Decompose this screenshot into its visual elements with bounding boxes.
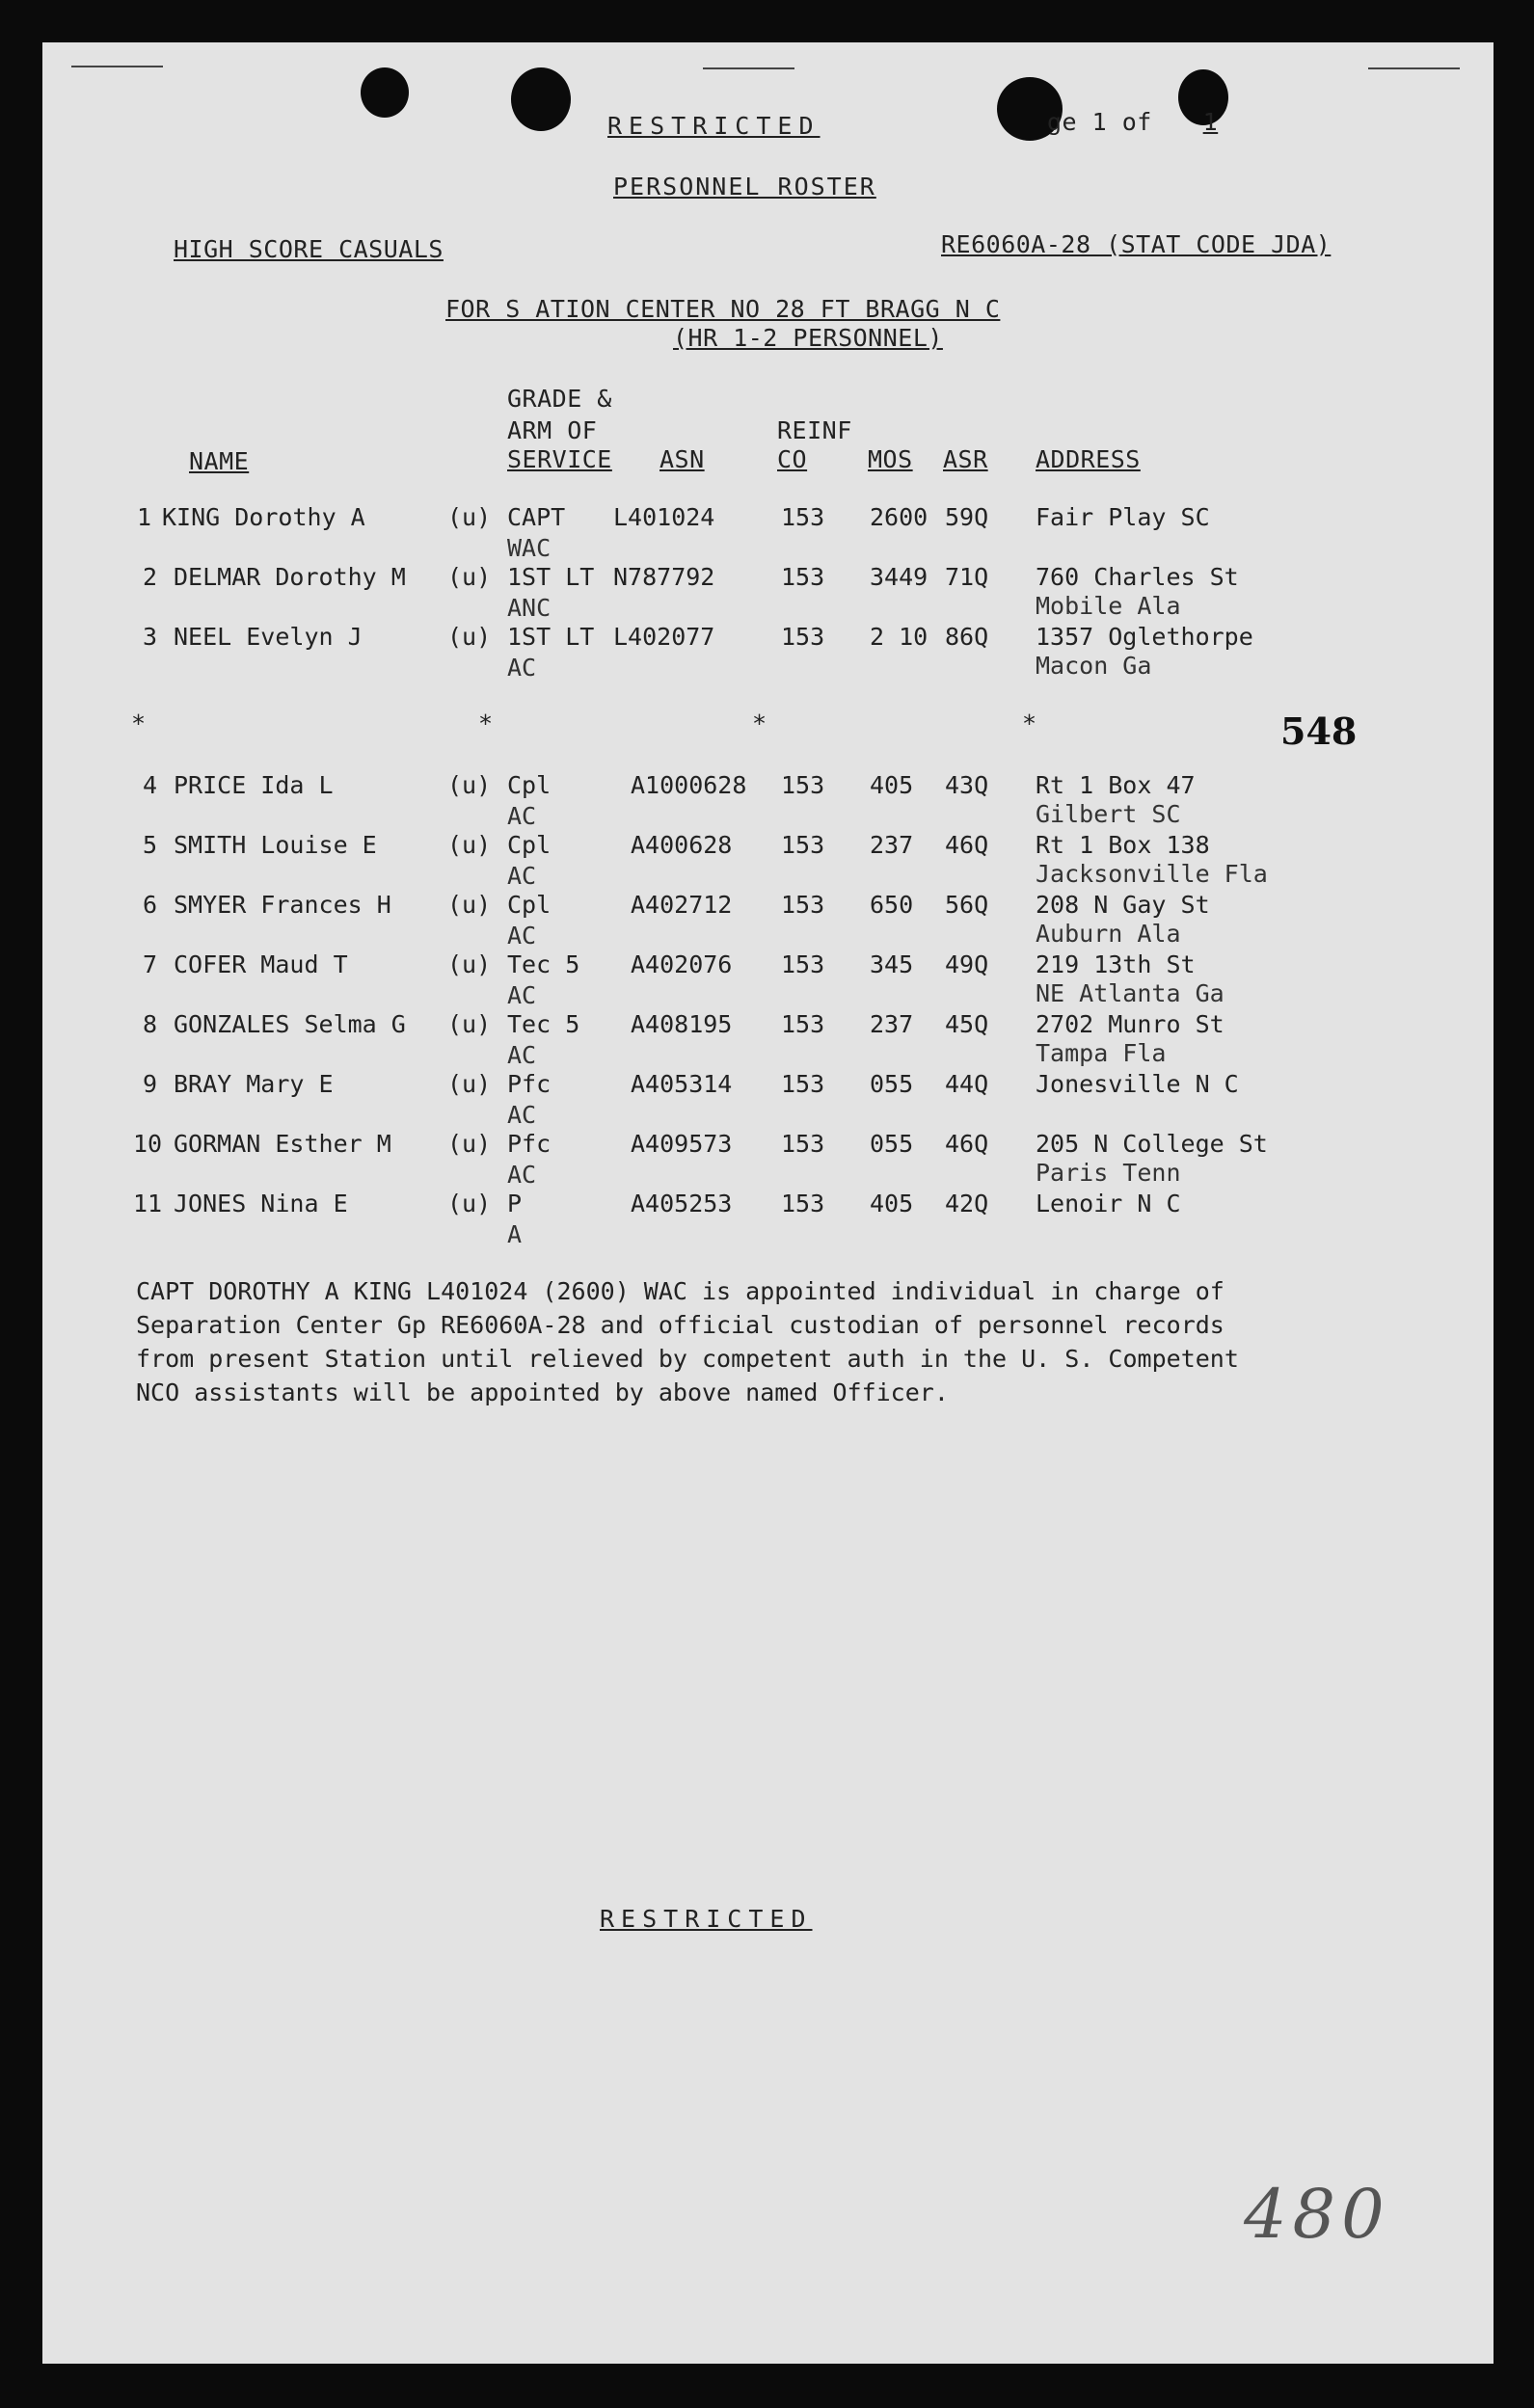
row-name: SMITH Louise E	[174, 831, 377, 859]
row-asn: L401024	[613, 503, 715, 531]
row-u: (u)	[447, 1010, 492, 1038]
destination: FOR S ATION CENTER NO 28 FT BRAGG N C	[445, 295, 1001, 323]
row-arm: AC	[507, 862, 537, 890]
row-u: (u)	[447, 1190, 492, 1217]
row-grade: 1ST LT	[507, 563, 595, 591]
row-asr: 45Q	[945, 1010, 989, 1038]
row-u: (u)	[447, 1070, 492, 1098]
row-grade: Pfc	[507, 1130, 552, 1158]
row-mos: 2 10	[870, 623, 928, 651]
row-name: GORMAN Esther M	[174, 1130, 391, 1158]
group-name: HIGH SCORE CASUALS	[174, 235, 444, 263]
row-mos: 055	[870, 1070, 914, 1098]
row-num: 5	[143, 831, 158, 859]
row-arm: AC	[507, 1101, 537, 1129]
row-name: DELMAR Dorothy M	[174, 563, 406, 591]
separator-asterisk: *	[1022, 709, 1037, 737]
row-asr: 56Q	[945, 891, 989, 919]
row-u: (u)	[447, 623, 492, 651]
row-asr: 43Q	[945, 771, 989, 799]
row-co: 153	[781, 950, 825, 978]
row-u: (u)	[447, 891, 492, 919]
row-u: (u)	[447, 950, 492, 978]
roster-subtitle: (HR 1-2 PERSONNEL)	[673, 324, 943, 352]
row-co: 153	[781, 1070, 825, 1098]
row-asr: 59Q	[945, 503, 989, 531]
edge-mark	[703, 67, 794, 69]
row-num: 1	[137, 503, 152, 531]
separator-asterisk: *	[752, 709, 767, 737]
row-addr2: Macon Ga	[1036, 652, 1152, 680]
row-asn: A1000628	[631, 771, 747, 799]
row-asn: A400628	[631, 831, 733, 859]
row-mos: 345	[870, 950, 914, 978]
col-name: NAME	[189, 447, 250, 475]
row-grade: Cpl	[507, 831, 552, 859]
row-asr: 49Q	[945, 950, 989, 978]
row-arm: AC	[507, 1041, 537, 1069]
row-addr2: Jacksonville Fla	[1036, 860, 1268, 888]
row-addr2: Mobile Ala	[1036, 592, 1181, 620]
edge-mark	[1368, 67, 1460, 69]
row-co: 153	[781, 503, 825, 531]
col-asn: ASN	[659, 445, 705, 473]
row-grade: Tec 5	[507, 1010, 580, 1038]
row-addr1: 2702 Munro St	[1036, 1010, 1225, 1038]
row-arm: A	[507, 1220, 523, 1248]
row-mos: 650	[870, 891, 914, 919]
row-asr: 46Q	[945, 1130, 989, 1158]
row-name: JONES Nina E	[174, 1190, 348, 1217]
punch-hole	[511, 67, 571, 131]
document-page	[42, 42, 1494, 2364]
row-mos: 237	[870, 831, 914, 859]
row-mos: 405	[870, 771, 914, 799]
row-arm: AC	[507, 981, 537, 1009]
classification-bottom: RESTRICTED	[600, 1905, 813, 1933]
row-num: 3	[143, 623, 158, 651]
row-addr2: Tampa Fla	[1036, 1039, 1167, 1067]
separator-asterisk: *	[131, 709, 147, 737]
row-name: PRICE Ida L	[174, 771, 334, 799]
row-addr1: Lenoir N C	[1036, 1190, 1181, 1217]
row-grade: Cpl	[507, 891, 552, 919]
col-mos: MOS	[868, 445, 913, 473]
row-num: 6	[143, 891, 158, 919]
page-indicator	[1047, 108, 1253, 136]
row-asr: 46Q	[945, 831, 989, 859]
roster-title: PERSONNEL ROSTER	[613, 173, 876, 201]
appointment-paragraph: CAPT DOROTHY A KING L401024 (2600) WAC is appointed individual in charge of Separation Center Gp RE6060A-28 and official custodian of personnel records from present Station until relieved by competent auth in the U. S. Competent NCO assistants will be appointed by above named Officer.	[136, 1277, 1239, 1406]
edge-mark	[71, 66, 163, 67]
row-grade: Cpl	[507, 771, 552, 799]
row-name: KING Dorothy A	[162, 503, 365, 531]
page-label: ge 1 of	[1047, 108, 1152, 136]
row-addr1: Rt 1 Box 138	[1036, 831, 1210, 859]
row-asn: A405314	[631, 1070, 733, 1098]
row-addr2: Auburn Ala	[1036, 920, 1181, 948]
row-grade: P	[507, 1190, 523, 1217]
row-addr1: 1357 Oglethorpe	[1036, 623, 1253, 651]
roster-code: RE6060A-28 (STAT CODE JDA)	[941, 230, 1332, 258]
handwritten-number: 480	[1244, 2175, 1390, 2254]
row-asn: A402076	[631, 950, 733, 978]
row-u: (u)	[447, 563, 492, 591]
row-mos: 405	[870, 1190, 914, 1217]
punch-hole	[361, 67, 409, 118]
row-asn: A402712	[631, 891, 733, 919]
row-grade: Pfc	[507, 1070, 552, 1098]
row-grade: Tec 5	[507, 950, 580, 978]
row-num: 11	[133, 1190, 163, 1217]
row-co: 153	[781, 831, 825, 859]
col-grade-line1: GRADE &	[507, 385, 612, 413]
row-num: 9	[143, 1070, 158, 1098]
col-address: ADDRESS	[1036, 445, 1141, 473]
row-asr: 71Q	[945, 563, 989, 591]
row-arm: AC	[507, 802, 537, 830]
page-total: 1	[1202, 108, 1219, 136]
row-co: 153	[781, 1010, 825, 1038]
row-co: 153	[781, 623, 825, 651]
row-co: 153	[781, 1190, 825, 1217]
row-addr1: Rt 1 Box 47	[1036, 771, 1196, 799]
separator-asterisk: *	[478, 709, 494, 737]
row-co: 153	[781, 771, 825, 799]
row-co: 153	[781, 563, 825, 591]
row-asn: L402077	[613, 623, 715, 651]
row-name: SMYER Frances H	[174, 891, 391, 919]
row-addr1: 219 13th St	[1036, 950, 1196, 978]
col-reinf-line2: CO	[777, 445, 808, 473]
col-grade-line3: SERVICE	[507, 445, 612, 473]
row-addr2: NE Atlanta Ga	[1036, 979, 1225, 1007]
row-u: (u)	[447, 771, 492, 799]
col-reinf-line1: REINF	[777, 416, 852, 444]
row-grade: 1ST LT	[507, 623, 595, 651]
row-addr1: 208 N Gay St	[1036, 891, 1210, 919]
row-arm: WAC	[507, 534, 552, 562]
col-grade-line2: ARM OF	[507, 416, 598, 444]
row-asr: 86Q	[945, 623, 989, 651]
row-arm: AC	[507, 922, 537, 950]
row-arm: AC	[507, 654, 537, 682]
row-mos: 3449	[870, 563, 928, 591]
row-arm: ANC	[507, 594, 552, 622]
row-mos: 2600	[870, 503, 928, 531]
row-co: 153	[781, 891, 825, 919]
row-asr: 44Q	[945, 1070, 989, 1098]
row-num: 8	[143, 1010, 158, 1038]
row-addr2: Gilbert SC	[1036, 800, 1181, 828]
row-addr1: Fair Play SC	[1036, 503, 1210, 531]
row-addr2: Paris Tenn	[1036, 1159, 1181, 1187]
row-mos: 055	[870, 1130, 914, 1158]
row-asr: 42Q	[945, 1190, 989, 1217]
row-arm: AC	[507, 1161, 537, 1189]
classification-top: RESTRICTED	[607, 112, 821, 140]
col-asr: ASR	[943, 445, 988, 473]
row-co: 153	[781, 1130, 825, 1158]
row-mos: 237	[870, 1010, 914, 1038]
row-num: 4	[143, 771, 158, 799]
row-grade: CAPT	[507, 503, 566, 531]
row-num: 10	[133, 1130, 163, 1158]
row-num: 2	[143, 563, 158, 591]
row-name: GONZALES Selma G	[174, 1010, 406, 1038]
row-u: (u)	[447, 503, 492, 531]
row-addr1: 760 Charles St	[1036, 563, 1239, 591]
row-addr1: 205 N College St	[1036, 1130, 1268, 1158]
row-u: (u)	[447, 831, 492, 859]
row-name: COFER Maud T	[174, 950, 348, 978]
row-asn: N787792	[613, 563, 715, 591]
row-name: BRAY Mary E	[174, 1070, 334, 1098]
row-asn: A409573	[631, 1130, 733, 1158]
row-asn: A408195	[631, 1010, 733, 1038]
stamp-number: 548	[1280, 709, 1358, 753]
row-asn: A405253	[631, 1190, 733, 1217]
row-num: 7	[143, 950, 158, 978]
row-u: (u)	[447, 1130, 492, 1158]
row-name: NEEL Evelyn J	[174, 623, 363, 651]
row-addr1: Jonesville N C	[1036, 1070, 1239, 1098]
